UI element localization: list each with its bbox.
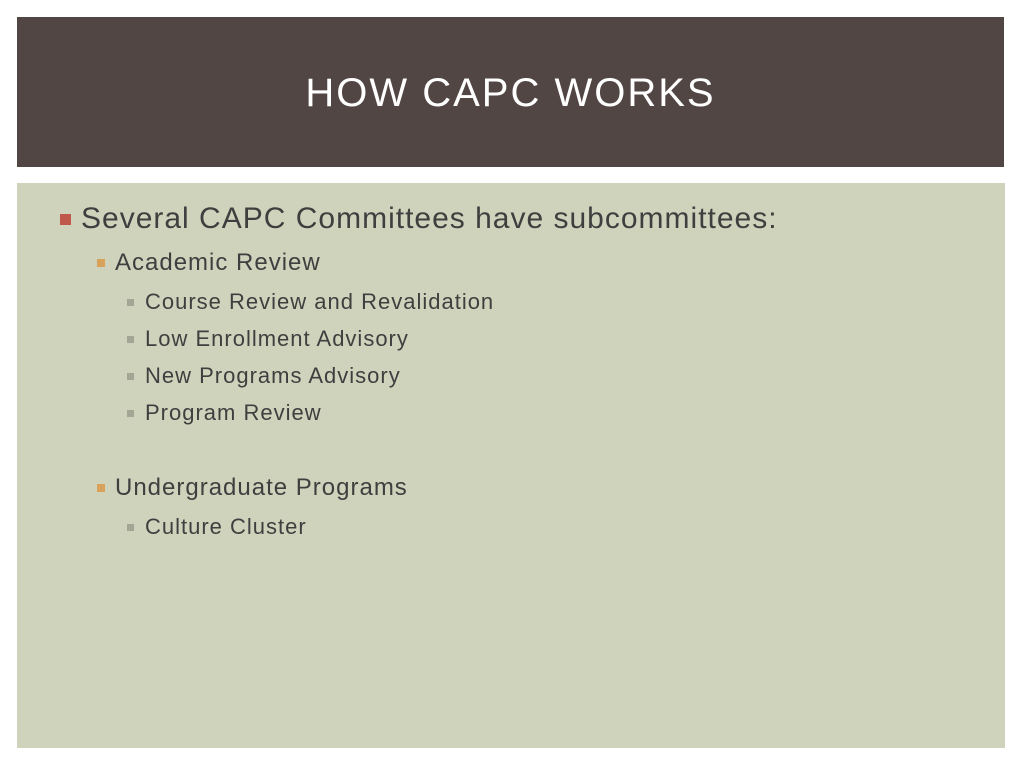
bullet-course-review-text: Course Review and Revalidation <box>145 289 495 314</box>
bullet-program-review <box>127 400 322 426</box>
content-area <box>17 183 1005 748</box>
bullet-course-review <box>127 289 494 315</box>
bullet-academic-review <box>97 249 321 277</box>
bullet-academic-review-text: Academic Review <box>115 249 321 276</box>
bullet-new-programs <box>127 363 401 389</box>
bullet-undergraduate-programs <box>97 474 408 502</box>
bullet-undergraduate-programs-text: Undergraduate Programs <box>115 474 408 501</box>
bullet-low-enrollment-text: Low Enrollment Advisory <box>145 326 409 351</box>
bullet-low-enrollment <box>127 326 409 352</box>
square-bullet-icon <box>127 373 134 380</box>
title-bar <box>17 17 1004 167</box>
square-bullet-icon <box>97 259 105 267</box>
bullet-culture-cluster-text: Culture Cluster <box>145 514 307 539</box>
square-bullet-icon <box>127 336 134 343</box>
bullet-main <box>60 202 778 236</box>
bullet-program-review-text: Program Review <box>145 400 322 425</box>
square-bullet-icon <box>97 484 105 492</box>
bullet-new-programs-text: New Programs Advisory <box>145 363 401 388</box>
slide-title: HOW CAPC WORKS <box>305 70 716 115</box>
bullet-culture-cluster <box>127 514 307 540</box>
square-bullet-icon <box>127 524 134 531</box>
bullet-main-text: Several CAPC Committees have subcommittees: <box>81 202 778 235</box>
square-bullet-icon <box>127 410 134 417</box>
square-bullet-icon <box>127 299 134 306</box>
square-bullet-icon <box>60 214 71 225</box>
